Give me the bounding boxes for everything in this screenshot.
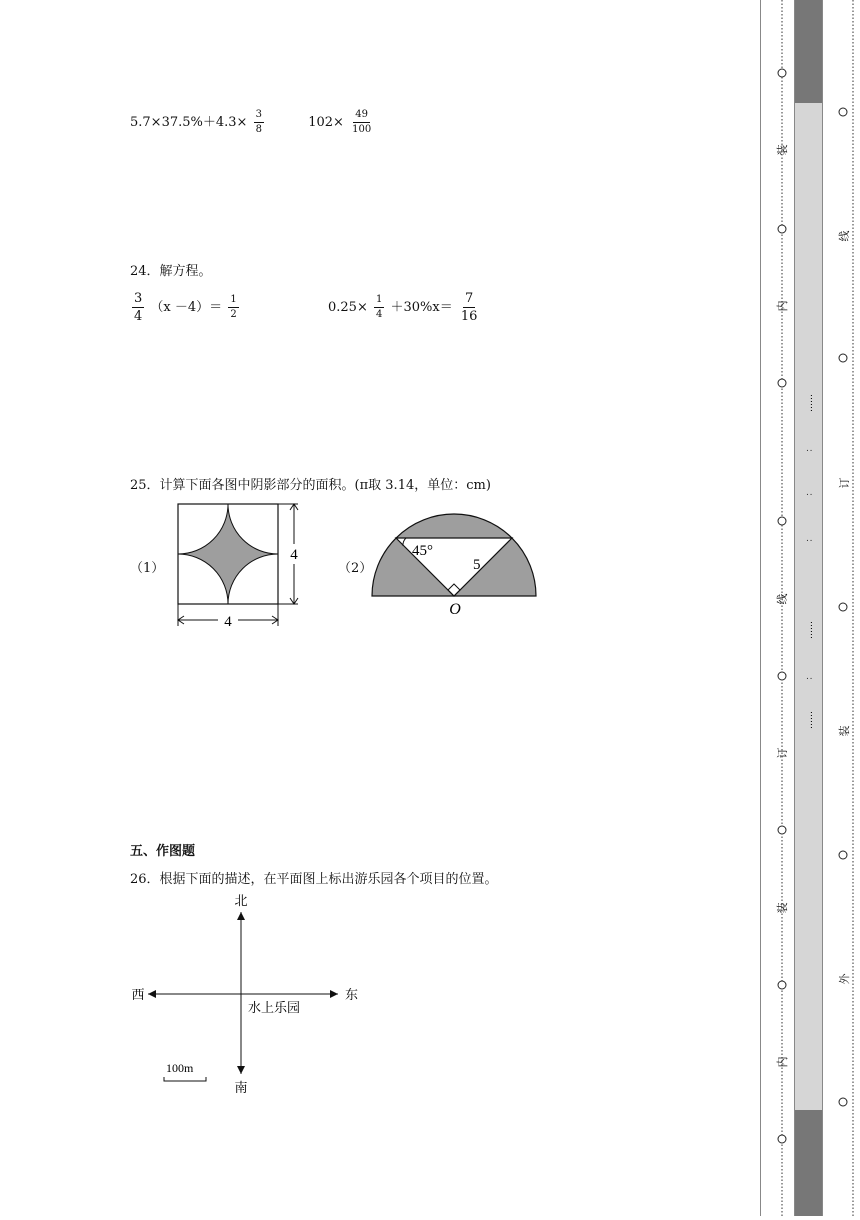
- question-24-title: 24．解方程。: [130, 264, 212, 279]
- west-label: 西: [131, 987, 145, 1002]
- side-length-bottom: 4: [224, 614, 232, 630]
- eq2-fraction: $\frac{1}{4}$: [375, 294, 383, 320]
- circle-icon: [778, 225, 786, 233]
- slant-length-label: 5: [473, 557, 481, 573]
- circle-icon: [778, 379, 786, 387]
- figure-1-square: [170, 496, 310, 632]
- outer-mark-ding: 订: [838, 477, 851, 489]
- center-attraction-label: 水上乐园: [248, 1000, 301, 1015]
- inner-mark-ding: 订: [776, 747, 789, 759]
- equation-2: [328, 292, 481, 323]
- inner-mark-nei: 内: [776, 300, 789, 312]
- scale-label: 100m: [166, 1061, 194, 1075]
- info-dots: ：: [805, 533, 815, 543]
- eq2-prefix: 0.25×: [328, 300, 368, 315]
- eq2-right-fraction: $\frac{7}{16}$: [460, 291, 478, 324]
- inner-mark-nei-2: 内: [776, 1056, 789, 1068]
- bottom-gray-block: [795, 1110, 822, 1216]
- circle-icon: [839, 603, 847, 611]
- question-25-title: 25．计算下面各图中阴影部分的面积。(π取 3.14，单位：cm): [130, 478, 491, 493]
- outer-mark-wai: 外: [838, 973, 851, 985]
- outer-circles: [839, 108, 847, 1106]
- circle-icon: [778, 517, 786, 525]
- compass-map: [124, 890, 364, 1100]
- inner-mark-zhuang: 装: [776, 144, 789, 156]
- section-5-title: 五、作图题: [130, 844, 196, 859]
- expr1-prefix: 5.7×37.5%＋4.3×: [130, 115, 248, 130]
- info-dots: ：: [805, 443, 815, 453]
- arrow-east-icon: [330, 990, 338, 998]
- scale-bar: [164, 1077, 206, 1081]
- info-dots: ……: [805, 711, 815, 729]
- eq1-fraction: $\frac{3}{4}$: [134, 291, 143, 324]
- eq1-middle: （x －4）＝: [150, 300, 223, 315]
- arrow-north-icon: [237, 912, 245, 920]
- equation-1: [130, 292, 241, 323]
- center-point-label: O: [449, 601, 461, 618]
- south-label: 南: [234, 1080, 248, 1095]
- side-length-right: 4: [290, 547, 298, 563]
- info-dots: ……: [805, 621, 815, 639]
- circle-icon: [778, 981, 786, 989]
- circle-icon: [778, 69, 786, 77]
- question-26-title: 26．根据下面的描述，在平面图上标出游乐园各个项目的位置。: [130, 872, 498, 887]
- inner-mark-xian: 线: [776, 593, 789, 605]
- circle-icon: [778, 826, 786, 834]
- binding-strip: [760, 0, 860, 1216]
- eq2-middle: ＋30%x＝: [390, 300, 453, 315]
- circle-icon: [778, 1135, 786, 1143]
- angle-label: 45°: [412, 543, 433, 559]
- eq1-right-fraction: $\frac{1}{2}$: [230, 294, 237, 320]
- circle-icon: [839, 354, 847, 362]
- info-dots: ……: [805, 394, 815, 412]
- circle-icon: [839, 108, 847, 116]
- expr2-prefix: 102×: [308, 115, 344, 130]
- figure-2-label: （2）: [338, 561, 373, 576]
- info-dots: ：: [805, 487, 815, 497]
- circle-icon: [839, 851, 847, 859]
- outer-mark-xian: 线: [838, 230, 851, 242]
- expr2-fraction: $\frac{49}{100}$: [352, 109, 372, 135]
- circle-icon: [839, 1098, 847, 1106]
- inner-mark-zhuang-2: 装: [776, 902, 789, 914]
- binding-margin: [760, 0, 860, 1216]
- top-gray-block: [795, 0, 822, 103]
- east-label: 东: [345, 987, 359, 1002]
- expression-row: [130, 110, 375, 135]
- expr1-fraction: $\frac{3}{8}$: [255, 109, 262, 135]
- info-dots: ：: [805, 671, 815, 681]
- figure-2-semicircle: [366, 506, 542, 618]
- north-label: 北: [234, 893, 248, 908]
- arrow-west-icon: [148, 990, 156, 998]
- figure-1-label: （1）: [130, 561, 165, 576]
- info-light-band: [795, 103, 822, 1110]
- circle-icon: [778, 672, 786, 680]
- arrow-south-icon: [237, 1066, 245, 1074]
- outer-mark-zhuang: 装: [838, 725, 851, 737]
